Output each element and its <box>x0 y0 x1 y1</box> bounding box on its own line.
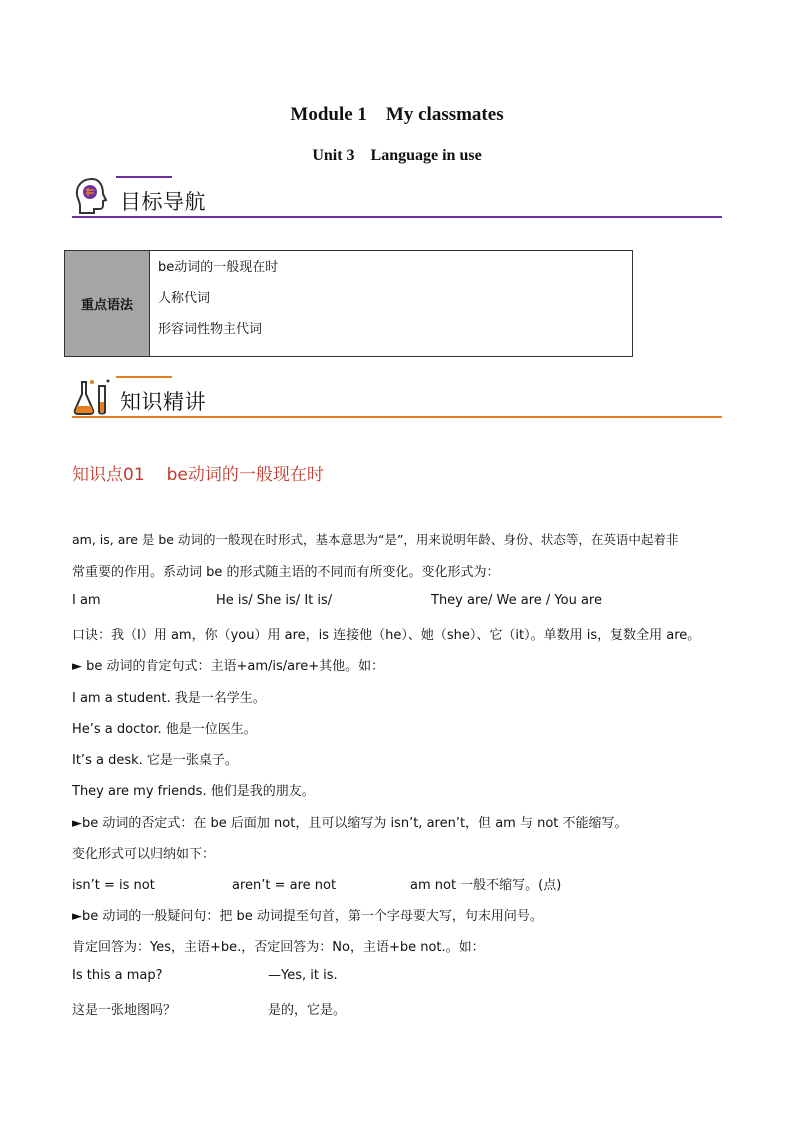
knowledge-point-title <box>72 460 324 485</box>
forms-row <box>72 593 602 608</box>
example-line: They are my friends. 他们是我的朋友。 <box>72 784 315 799</box>
form-item: He is/ She is/ It is/ <box>216 593 333 608</box>
qa-question: 这是一张地图吗？ <box>72 1003 177 1018</box>
example-line: It’s a desk. 它是一张桌子。 <box>72 753 238 768</box>
section-header-knowledge <box>72 376 722 418</box>
body-text: ►be 动词的否定式：在 be 后面加 not，且可以缩写为 isn’t, aren’t，但 am 与 not 不能缩写。 <box>72 816 628 831</box>
qa-row <box>72 999 346 1018</box>
brain-head-icon <box>72 176 112 216</box>
qa-row <box>72 968 338 983</box>
example-line: I am a student. 我是一名学生。 <box>72 691 266 706</box>
body-text: 口诀：我（I）用 am，你（you）用 are，is 连接他（he）、她（she）、它（it）。单数用 is，复数全用 are。 <box>72 628 701 643</box>
qa-question: Is this a map? <box>72 968 163 983</box>
contraction-item: isn’t = is not <box>72 878 155 893</box>
section-label-knowledge: 知识精讲 <box>120 390 206 414</box>
contractions-row <box>72 874 561 893</box>
contraction-item: am not 一般不缩写。(点) <box>410 878 562 893</box>
goal-item: 形容词性物主代词 <box>158 322 263 337</box>
body-text: ►be 动词的一般疑问句：把 be 动词提至句首，第一个字母要大写，句末用问号。 <box>72 909 543 924</box>
body-text: 肯定回答为：Yes，主语+be.，否定回答为：No，主语+be not.。如： <box>72 940 485 955</box>
knowledge-point-number: 知识点01 <box>72 465 145 485</box>
example-line: He’s a doctor. 他是一位医生。 <box>72 722 257 737</box>
goal-item: 人称代词 <box>158 291 211 306</box>
form-item: They are/ We are / You are <box>431 593 602 608</box>
goal-table-head: 重点语法 <box>65 251 150 357</box>
page-title: Module 1 My classmates <box>290 104 504 125</box>
body-text: am, is, are 是 be 动词的一般现在时形式，基本意思为“是”，用来说明年龄、身份、状态等，在英语中起着非 <box>72 532 679 547</box>
form-item: I am <box>72 593 101 608</box>
knowledge-point-heading: be动词的一般现在时 <box>166 465 324 485</box>
section-header-goals <box>72 176 722 218</box>
goal-table-items <box>150 251 633 357</box>
section-label-goals: 目标导航 <box>120 190 206 214</box>
body-text: 变化形式可以归纳如下： <box>72 847 216 862</box>
lab-flask-icon <box>72 376 112 416</box>
qa-answer: 是的，它是。 <box>268 1003 347 1018</box>
goal-table <box>64 250 633 357</box>
qa-answer: —Yes, it is. <box>268 968 338 983</box>
page-subtitle: Unit 3 Language in use <box>312 147 482 164</box>
body-text: 常重要的作用。系动词 be 的形式随主语的不同而有所变化。变化形式为： <box>72 565 500 580</box>
goal-item: be动词的一般现在时 <box>158 260 279 275</box>
body-text: ► be 动词的肯定句式：主语+am/is/are+其他。如： <box>72 659 385 674</box>
contraction-item: aren’t = are not <box>232 878 337 893</box>
